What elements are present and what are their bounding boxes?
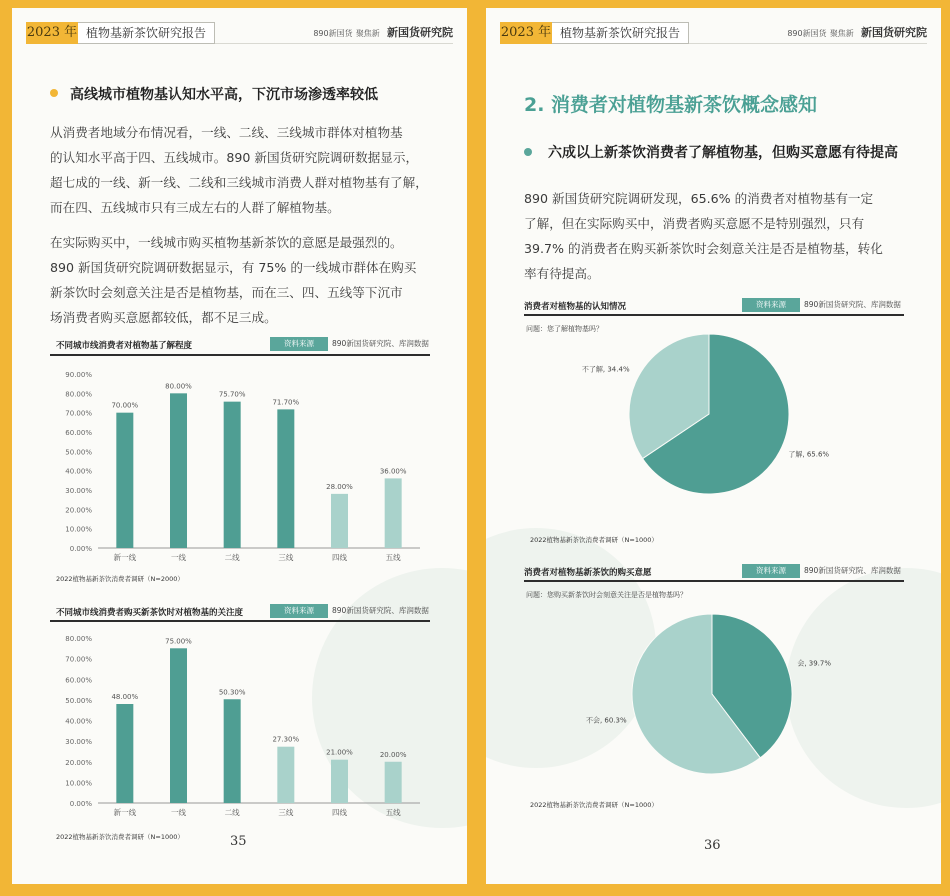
bar-value-label: 48.00% [111,693,139,701]
paragraph-1 [50,120,428,220]
y-tick-label: 60.00% [65,429,92,437]
source-label: 资料来源 [270,337,328,351]
x-tick-label: 四线 [332,808,347,817]
chart-title: 不同城市线消费者购买新茶饮时对植物基的关注度 [56,608,244,618]
text-line: 的认知水平高于四、五线城市。890 新国货研究院调研数据显示， [50,150,419,165]
y-tick-label: 10.00% [65,779,92,788]
y-tick-label: 10.00% [65,525,92,534]
chart-note: 2022植物基新茶饮消费者调研（N=1000） [56,833,184,841]
bar [277,409,294,548]
year-tag: 2023 年 [500,22,552,44]
paragraph [524,186,883,286]
bar-chart-awareness [50,360,430,574]
y-tick-label: 60.00% [65,676,92,685]
text-line: 超七成的一线、新一线、二线和三线城市消费人群对植物基有了解， [50,175,428,190]
pie-chart-purchase [524,598,904,788]
text-line: 而在四、五线城市只有三成左右的人群了解植物基。 [50,200,340,215]
chart-title: 消费者对植物基的认知情况 [524,302,627,312]
source-text: 890新国货研究院、库润数据 [804,566,901,575]
bullet-dot [524,148,532,156]
pie-slice-label: 不了解, 34.4% [581,365,630,374]
page-number: 35 [230,834,247,849]
x-tick-label: 五线 [385,808,401,817]
x-tick-label: 一线 [171,808,186,817]
bar-value-label: 20.00% [379,750,407,759]
source-text: 890新国货研究院、库润数据 [332,339,429,348]
x-tick-label: 五线 [385,553,401,562]
brand-name: 新国货研究院 [861,26,927,39]
report-title: 植物基新茶饮研究报告 [78,22,215,44]
chart-rule [524,580,904,582]
chart-note: 2022植物基新茶饮消费者调研（N=1000） [530,801,658,809]
bar [224,699,241,803]
chart-title: 消费者对植物基新茶饮的购买意愿 [524,568,652,578]
text-line: 39.7% 的消费者在购买新茶饮时会刻意关注是否是植物基，转化 [524,241,883,256]
bullet-dot [50,89,58,97]
brand-logo-2: 聚焦新 [355,29,380,38]
chart-title: 不同城市线消费者对植物基了解程度 [56,341,193,351]
bar-value-label: 75.70% [218,390,246,399]
page-header [500,22,927,44]
bar-value-label: 75.00% [165,637,192,646]
chart-note: 2022植物基新茶饮消费者调研（N=2000） [56,575,184,583]
chart-rule [50,354,430,356]
brand-name: 新国货研究院 [387,26,453,39]
text-line: 场消费者购买意愿都较低，都不足三成。 [50,310,277,325]
pie-slice-label: 会, 39.7% [797,659,832,668]
source-text: 890新国货研究院、库润数据 [804,300,901,309]
question-text: 问题：您了解植物基吗？ [526,325,603,333]
bar-value-label: 80.00% [165,382,192,391]
y-tick-label: 0.00% [69,545,92,553]
page-35 [12,8,467,884]
bar [385,762,402,803]
bar-value-label: 70.00% [111,401,139,410]
chart-rule [50,620,430,622]
bar-value-label: 50.30% [218,688,246,697]
bar-value-label: 27.30% [272,735,300,744]
bar [277,747,294,803]
y-tick-label: 20.00% [65,758,92,767]
bar [116,413,133,548]
text-line: 890 新国货研究院调研发现，65.6% 的消费者对植物基有一定 [524,191,874,206]
page-header [26,22,453,44]
bar-value-label: 28.00% [326,482,353,491]
text-line: 从消费者地域分布情况看，一线、二线、三线城市群体对植物基 [50,125,403,140]
source-bar [742,298,904,312]
y-tick-label: 30.00% [65,487,92,495]
question-text: 问题：您购买新茶饮时会刻意关注是否是植物基吗？ [526,591,687,599]
pie-slice-label: 了解, 65.6% [788,450,830,459]
bar-value-label: 71.70% [272,398,300,407]
source-label: 资料来源 [742,298,800,312]
source-bar [270,337,430,351]
y-tick-label: 70.00% [65,409,92,418]
x-tick-label: 二线 [224,553,240,562]
y-tick-label: 50.00% [65,696,92,705]
year-tag: 2023 年 [26,22,78,44]
y-tick-label: 80.00% [65,635,92,643]
report-title: 植物基新茶饮研究报告 [552,22,689,44]
bar [224,402,241,548]
paragraph-2 [50,230,416,330]
page-36 [486,8,941,884]
bar [170,393,187,548]
x-tick-label: 新一线 [113,553,137,562]
brand-logo-890: 890新国货 [313,29,353,38]
text-line: 了解，但在实际购买中，消费者购买意愿不是特别强烈，只有 [524,216,865,231]
x-tick-label: 二线 [224,808,240,817]
source-label: 资料来源 [742,564,800,578]
bar [331,760,348,803]
pie-chart-awareness [524,328,904,528]
source-bar [270,604,430,618]
brand-logo [787,24,927,40]
text-line: 新茶饮时会刻意关注是否是植物基，而在三、四、五线等下沉市 [50,285,403,300]
bar-value-label: 21.00% [326,748,353,757]
text-line: 在实际购买中，一线城市购买植物基新茶饮的意愿是最强烈的。 [50,235,403,250]
bar-value-label: 36.00% [379,467,407,476]
y-tick-label: 0.00% [69,800,92,808]
section-heading: 六成以上新茶饮消费者了解植物基，但购买意愿有待提高 [548,145,898,161]
y-tick-label: 50.00% [65,448,92,457]
y-tick-label: 80.00% [65,390,92,399]
y-tick-label: 70.00% [65,655,92,664]
pie-slice-label: 不会, 60.3% [585,716,627,725]
source-bar [742,564,904,578]
x-tick-label: 三线 [278,553,294,562]
bar-chart-attention [50,624,430,829]
text-line: 890 新国货研究院调研数据显示，有 75% 的一线城市群体在购买 [50,260,417,275]
chart-note: 2022植物基新茶饮消费者调研（N=1000） [530,536,658,544]
x-tick-label: 新一线 [113,808,137,817]
y-tick-label: 40.00% [65,467,92,476]
y-tick-label: 30.00% [65,738,92,747]
y-tick-label: 40.00% [65,717,92,726]
page-number: 36 [704,838,721,853]
section-heading: 高线城市植物基认知水平高，下沉市场渗透率较低 [70,87,378,103]
bar [170,648,187,803]
text-line: 率有待提高。 [524,266,600,281]
source-label: 资料来源 [270,604,328,618]
brand-logo [313,24,453,40]
brand-logo-2: 聚焦新 [829,29,854,38]
chapter-heading: 2. 消费者对植物基新茶饮概念感知 [524,94,818,116]
bar [385,478,402,548]
x-tick-label: 一线 [171,553,186,562]
x-tick-label: 三线 [278,808,294,817]
x-tick-label: 四线 [332,553,347,562]
brand-logo-890: 890新国货 [787,29,827,38]
bar [331,494,348,548]
y-tick-label: 20.00% [65,506,92,515]
chart-rule [524,314,904,316]
y-tick-label: 90.00% [65,371,92,379]
source-text: 890新国货研究院、库润数据 [332,606,429,615]
bar [116,704,133,803]
